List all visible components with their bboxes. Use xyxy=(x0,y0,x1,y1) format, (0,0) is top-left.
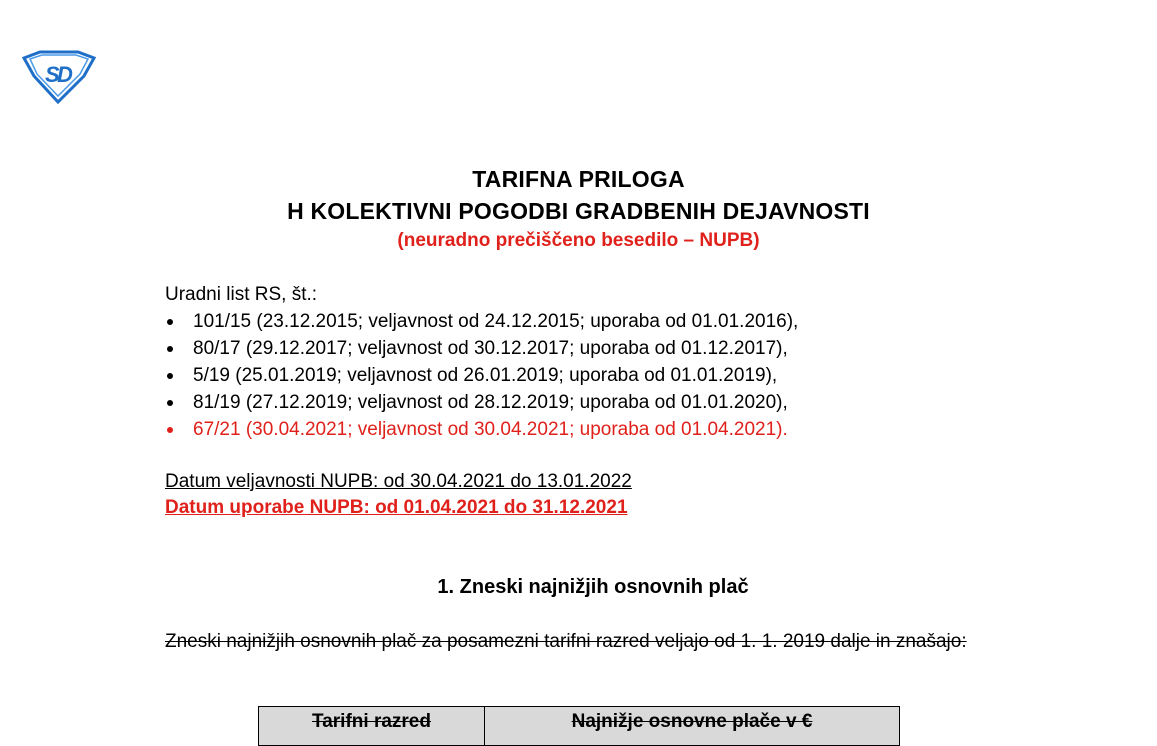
company-logo xyxy=(22,50,96,104)
title-subtitle: (neuradno prečiščeno besedilo – NUPB) xyxy=(397,230,760,251)
section-heading: 1. Zneski najnižjih osnovnih plač xyxy=(437,576,749,598)
datum-uporabe: Datum uporabe NUPB: od 01.04.2021 do 31.12.2021 xyxy=(165,497,628,518)
struck-paragraph: Zneski najnižjih osnovnih plač za posamezni tarifni razred veljajo od 1. 1. 2019 dalje in znašajo: xyxy=(165,631,967,652)
bullet-icon xyxy=(167,346,173,352)
svg-text:D: D xyxy=(57,62,73,87)
datum-veljavnosti: Datum veljavnosti NUPB: od 30.04.2021 do 13.01.2022 xyxy=(165,471,632,492)
uradni-list xyxy=(165,310,798,445)
bullet-icon xyxy=(167,373,173,379)
column-header: Najnižje osnovne plače v € xyxy=(485,707,900,746)
title-line-2: H KOLEKTIVNI POGODBI GRADBENIH DEJAVNOSTI xyxy=(287,198,870,224)
list-item: 5/19 (25.01.2019; veljavnost od 26.01.2019; uporaba od 01.01.2019), xyxy=(165,364,798,391)
list-item: 80/17 (29.12.2017; veljavnost od 30.12.2017; uporaba od 01.12.2017), xyxy=(165,337,798,364)
list-item: 67/21 (30.04.2021; veljavnost od 30.04.2021; uporaba od 01.04.2021). xyxy=(165,418,798,445)
table-header-row xyxy=(259,707,900,746)
bullet-icon xyxy=(167,427,173,433)
sd-shield-logo-icon xyxy=(22,50,96,104)
list-item: 101/15 (23.12.2015; veljavnost od 24.12.2015; uporaba od 01.01.2016), xyxy=(165,310,798,337)
salary-table xyxy=(258,706,900,746)
column-header: Tarifni razred xyxy=(259,707,485,746)
bullet-icon xyxy=(167,400,173,406)
list-item: 81/19 (27.12.2019; veljavnost od 28.12.2019; uporaba od 01.01.2020), xyxy=(165,391,798,418)
uradni-list-label: Uradni list RS, št.: xyxy=(165,284,318,305)
bullet-icon xyxy=(167,319,173,325)
svg-text:S: S xyxy=(45,62,60,87)
title-line-1: TARIFNA PRILOGA xyxy=(472,166,685,192)
